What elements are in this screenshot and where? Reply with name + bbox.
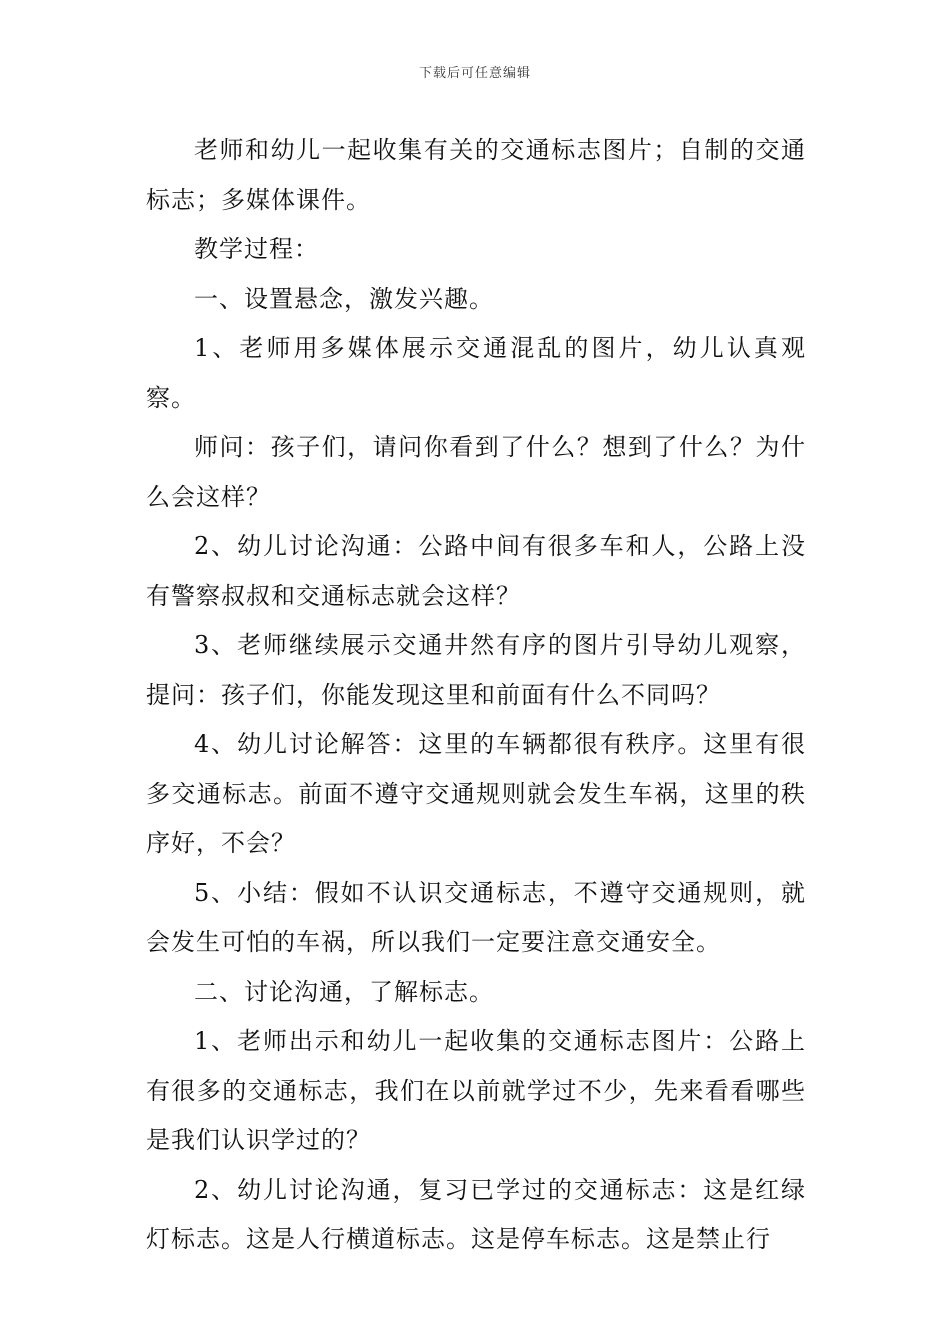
- paragraph: 4、幼儿讨论解答：这里的车辆都很有秩序。这里有很多交通标志。前面不遵守交通规则就会发生车祸，这里的秩序好，不会？: [146, 730, 806, 857]
- document-body: [146, 126, 806, 1265]
- paragraph: 老师和幼儿一起收集有关的交通标志图片；自制的交通标志；多媒体课件。: [146, 136, 806, 214]
- page-header: 下载后可任意编辑: [418, 66, 531, 81]
- paragraph: 3、老师继续展示交通井然有序的图片引导幼儿观察，提问：孩子们，你能发现这里和前面有什么不同吗？: [146, 631, 806, 709]
- paragraph: 5、小结：假如不认识交通标志，不遵守交通规则，就会发生可怕的车祸，所以我们一定要注意交通安全。: [146, 878, 806, 956]
- paragraph: 师问：孩子们，请问你看到了什么？想到了什么？为什么会这样？: [146, 433, 806, 511]
- paragraph: 2、幼儿讨论沟通，复习已学过的交通标志：这是红绿灯标志。这是人行横道标志。这是停车标志。这是禁止行: [146, 1175, 806, 1253]
- paragraph: 二、讨论沟通，了解标志。: [194, 977, 494, 1006]
- paragraph: 一、设置悬念，激发兴趣。: [194, 284, 494, 313]
- paragraph: 1、老师用多媒体展示交通混乱的图片，幼儿认真观察。: [146, 334, 806, 412]
- paragraph: 1、老师出示和幼儿一起收集的交通标志图片：公路上有很多的交通标志，我们在以前就学过不少，先来看看哪些是我们认识学过的？: [146, 1027, 806, 1154]
- paragraph: 教学过程：: [194, 235, 319, 263]
- paragraph: 2、幼儿讨论沟通：公路中间有很多车和人，公路上没有警察叔叔和交通标志就会这样？: [146, 532, 806, 610]
